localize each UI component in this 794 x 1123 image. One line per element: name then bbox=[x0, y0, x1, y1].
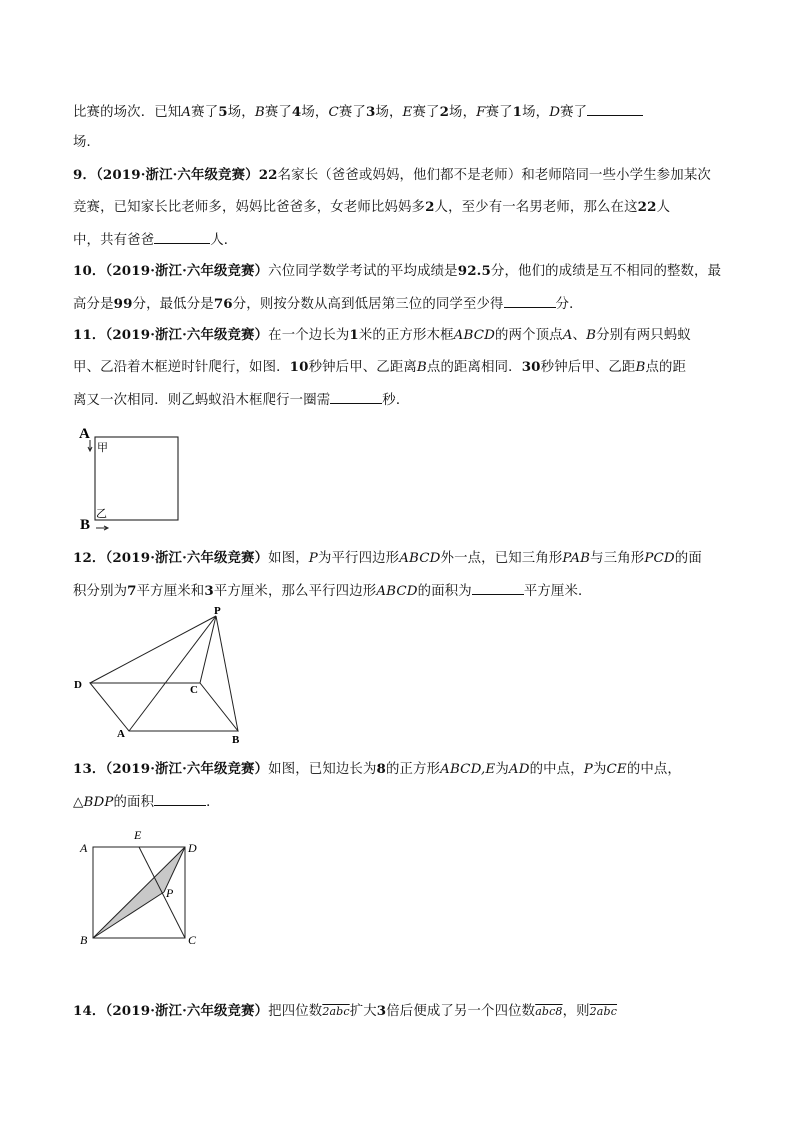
label-P: P bbox=[166, 886, 174, 900]
overline-number: abc8 bbox=[535, 1005, 563, 1018]
text: 为 bbox=[592, 762, 607, 777]
text: 的两个顶点 bbox=[495, 328, 563, 343]
label-E: E bbox=[134, 828, 142, 842]
num: 5 bbox=[218, 104, 228, 120]
var: P bbox=[583, 762, 593, 777]
var: A bbox=[562, 328, 573, 343]
question-source: （2019·浙江·六年级竞赛） bbox=[96, 167, 259, 183]
question-source: （2019·浙江·六年级竞赛） bbox=[105, 761, 269, 777]
text: 平方厘米和 bbox=[136, 584, 205, 599]
var: E bbox=[402, 105, 413, 120]
num: 2 bbox=[425, 199, 435, 215]
text: 分，最低分是 bbox=[132, 297, 214, 312]
question-source: （2019·浙江·六年级竞赛） bbox=[105, 1003, 269, 1019]
text: 赛了 bbox=[338, 105, 366, 120]
num: 92.5 bbox=[457, 263, 491, 279]
overline-number: 2abc bbox=[322, 1005, 350, 1018]
label-jia: 甲 bbox=[97, 442, 108, 454]
text: 点的距离相同． bbox=[426, 360, 522, 375]
text: 点的距 bbox=[645, 360, 687, 375]
var: PCD bbox=[644, 551, 675, 566]
question-source: （2019·浙江·六年级竞赛） bbox=[105, 327, 269, 343]
text: 六位同学数学考试的平均成绩是 bbox=[268, 264, 458, 279]
question-source: （2019·浙江·六年级竞赛） bbox=[105, 263, 269, 279]
label-P: P bbox=[214, 605, 221, 617]
question-source: （2019·浙江·六年级竞赛） bbox=[105, 550, 269, 566]
text: 比赛的场次．已知 bbox=[73, 105, 182, 120]
label-C: C bbox=[188, 933, 197, 947]
text: 场， bbox=[375, 105, 403, 120]
text: 人，至少有一名男老师，那么在这 bbox=[434, 200, 638, 215]
text: 倍后便成了另一个四位数 bbox=[386, 1004, 536, 1019]
text: 的中点， bbox=[626, 762, 681, 777]
text: 分别有两只蚂蚁 bbox=[596, 328, 691, 343]
num: 22 bbox=[637, 199, 657, 215]
var: C bbox=[328, 105, 339, 120]
var: B bbox=[254, 105, 265, 120]
num: 76 bbox=[213, 296, 233, 312]
text: 为平行四边形 bbox=[317, 551, 400, 566]
label-A: A bbox=[79, 426, 90, 442]
num: 3 bbox=[365, 104, 376, 120]
overline-number: 2abc bbox=[589, 1005, 618, 1018]
var: ABCD bbox=[399, 551, 441, 566]
var: ABCD bbox=[453, 328, 496, 343]
question-number: 14． bbox=[73, 1003, 106, 1019]
text: 与三角形 bbox=[590, 551, 645, 566]
num: 3 bbox=[376, 1003, 387, 1019]
text: 分，则按分数从高到低居第三位的同学至少得 bbox=[232, 297, 504, 312]
text: 场， bbox=[449, 105, 477, 120]
text: 名家长（爸爸或妈妈，他们都不是老师）和老师陪同一些小学生参加某次 bbox=[277, 168, 711, 183]
num: 7 bbox=[127, 583, 137, 599]
question-number: 11． bbox=[73, 327, 106, 343]
label-A: A bbox=[117, 728, 125, 740]
text: 秒钟后甲、乙距 bbox=[540, 360, 636, 375]
var: B bbox=[416, 360, 427, 375]
text: 平方厘米，那么平行四边形 bbox=[213, 584, 377, 599]
label-D: D bbox=[188, 841, 197, 855]
text: 人． bbox=[210, 233, 238, 248]
var: ABCD,E bbox=[440, 762, 496, 777]
var: A bbox=[181, 105, 192, 120]
question-number: 10． bbox=[73, 263, 106, 279]
text: 人 bbox=[656, 200, 671, 215]
text: 秒钟后甲、乙距离 bbox=[308, 360, 417, 375]
text: 秒． bbox=[382, 393, 410, 408]
var: BDP bbox=[83, 795, 114, 810]
text: 高分是 bbox=[73, 297, 114, 312]
text: 竞赛，已知家长比老师多，妈妈比爸爸多，女老师比妈妈多 bbox=[73, 200, 426, 215]
text: 中，共有爸爸 bbox=[73, 233, 155, 248]
text: ，则 bbox=[562, 1004, 590, 1019]
var: PAB bbox=[562, 551, 591, 566]
text: 扩大 bbox=[349, 1004, 377, 1019]
label-yi: 乙 bbox=[96, 508, 107, 520]
var: B bbox=[586, 328, 597, 343]
num: 30 bbox=[521, 359, 541, 375]
num: 1 bbox=[512, 104, 523, 120]
text: 的面积 bbox=[113, 795, 155, 810]
text: 赛了 bbox=[485, 105, 513, 120]
text: 赛了 bbox=[412, 105, 440, 120]
text: 甲、乙沿着木框逆时针爬行，如图． bbox=[73, 360, 290, 375]
var: ABCD bbox=[376, 584, 418, 599]
question-number: 13． bbox=[73, 761, 106, 777]
text: 赛了 bbox=[191, 105, 219, 120]
question-number: 9． bbox=[73, 167, 97, 183]
text: 如图，已知边长为 bbox=[268, 762, 377, 777]
text: 离又一次相同．则乙蚂蚁沿木框爬行一圈需 bbox=[73, 393, 331, 408]
label-B: B bbox=[80, 933, 88, 947]
segment-bp bbox=[93, 892, 164, 938]
text: 赛了 bbox=[264, 105, 292, 120]
var: F bbox=[476, 105, 486, 120]
var: CE bbox=[606, 762, 627, 777]
text: 分，他们的成绩是互不相同的整数，最 bbox=[490, 264, 722, 279]
text: 在一个边长为 bbox=[268, 328, 350, 343]
question-number: 12． bbox=[73, 550, 106, 566]
text: 的面 bbox=[674, 551, 702, 566]
text: 分． bbox=[555, 297, 583, 312]
text: 米的正方形木框 bbox=[358, 328, 454, 343]
label-D: D bbox=[74, 679, 82, 691]
num: 8 bbox=[376, 761, 386, 777]
num: 10 bbox=[289, 359, 309, 375]
num: 3 bbox=[204, 583, 214, 599]
text: 为 bbox=[495, 762, 509, 777]
text: 外一点，已知三角形 bbox=[440, 551, 563, 566]
var: D bbox=[549, 105, 561, 120]
text: 场， bbox=[301, 105, 329, 120]
num: 2 bbox=[439, 104, 450, 120]
num: 99 bbox=[113, 296, 133, 312]
text: 如图， bbox=[268, 551, 309, 566]
var: B bbox=[635, 360, 646, 375]
label-A: A bbox=[80, 841, 88, 855]
var: P bbox=[308, 551, 318, 566]
num: 4 bbox=[291, 104, 302, 120]
text: 把四位数 bbox=[268, 1004, 323, 1019]
text: 的面积为 bbox=[417, 584, 472, 599]
label-B: B bbox=[80, 517, 91, 533]
num: 22 bbox=[258, 167, 278, 183]
num: 1 bbox=[349, 327, 359, 343]
text: 场． bbox=[73, 135, 101, 150]
text: 的中点， bbox=[529, 762, 584, 777]
text: 赛了 bbox=[560, 105, 588, 120]
label-B: B bbox=[232, 734, 240, 746]
var: AD bbox=[508, 762, 530, 777]
label-C: C bbox=[190, 684, 198, 696]
text: 平方厘米． bbox=[523, 584, 592, 599]
text: 、 bbox=[572, 328, 587, 343]
text: 场， bbox=[227, 105, 255, 120]
text: 的正方形 bbox=[385, 762, 441, 777]
triangle-symbol: △ bbox=[73, 795, 84, 810]
text: 积分别为 bbox=[73, 584, 128, 599]
text: 场， bbox=[522, 105, 550, 120]
text: ． bbox=[206, 795, 220, 810]
q14-line-1 bbox=[73, 1001, 617, 1022]
